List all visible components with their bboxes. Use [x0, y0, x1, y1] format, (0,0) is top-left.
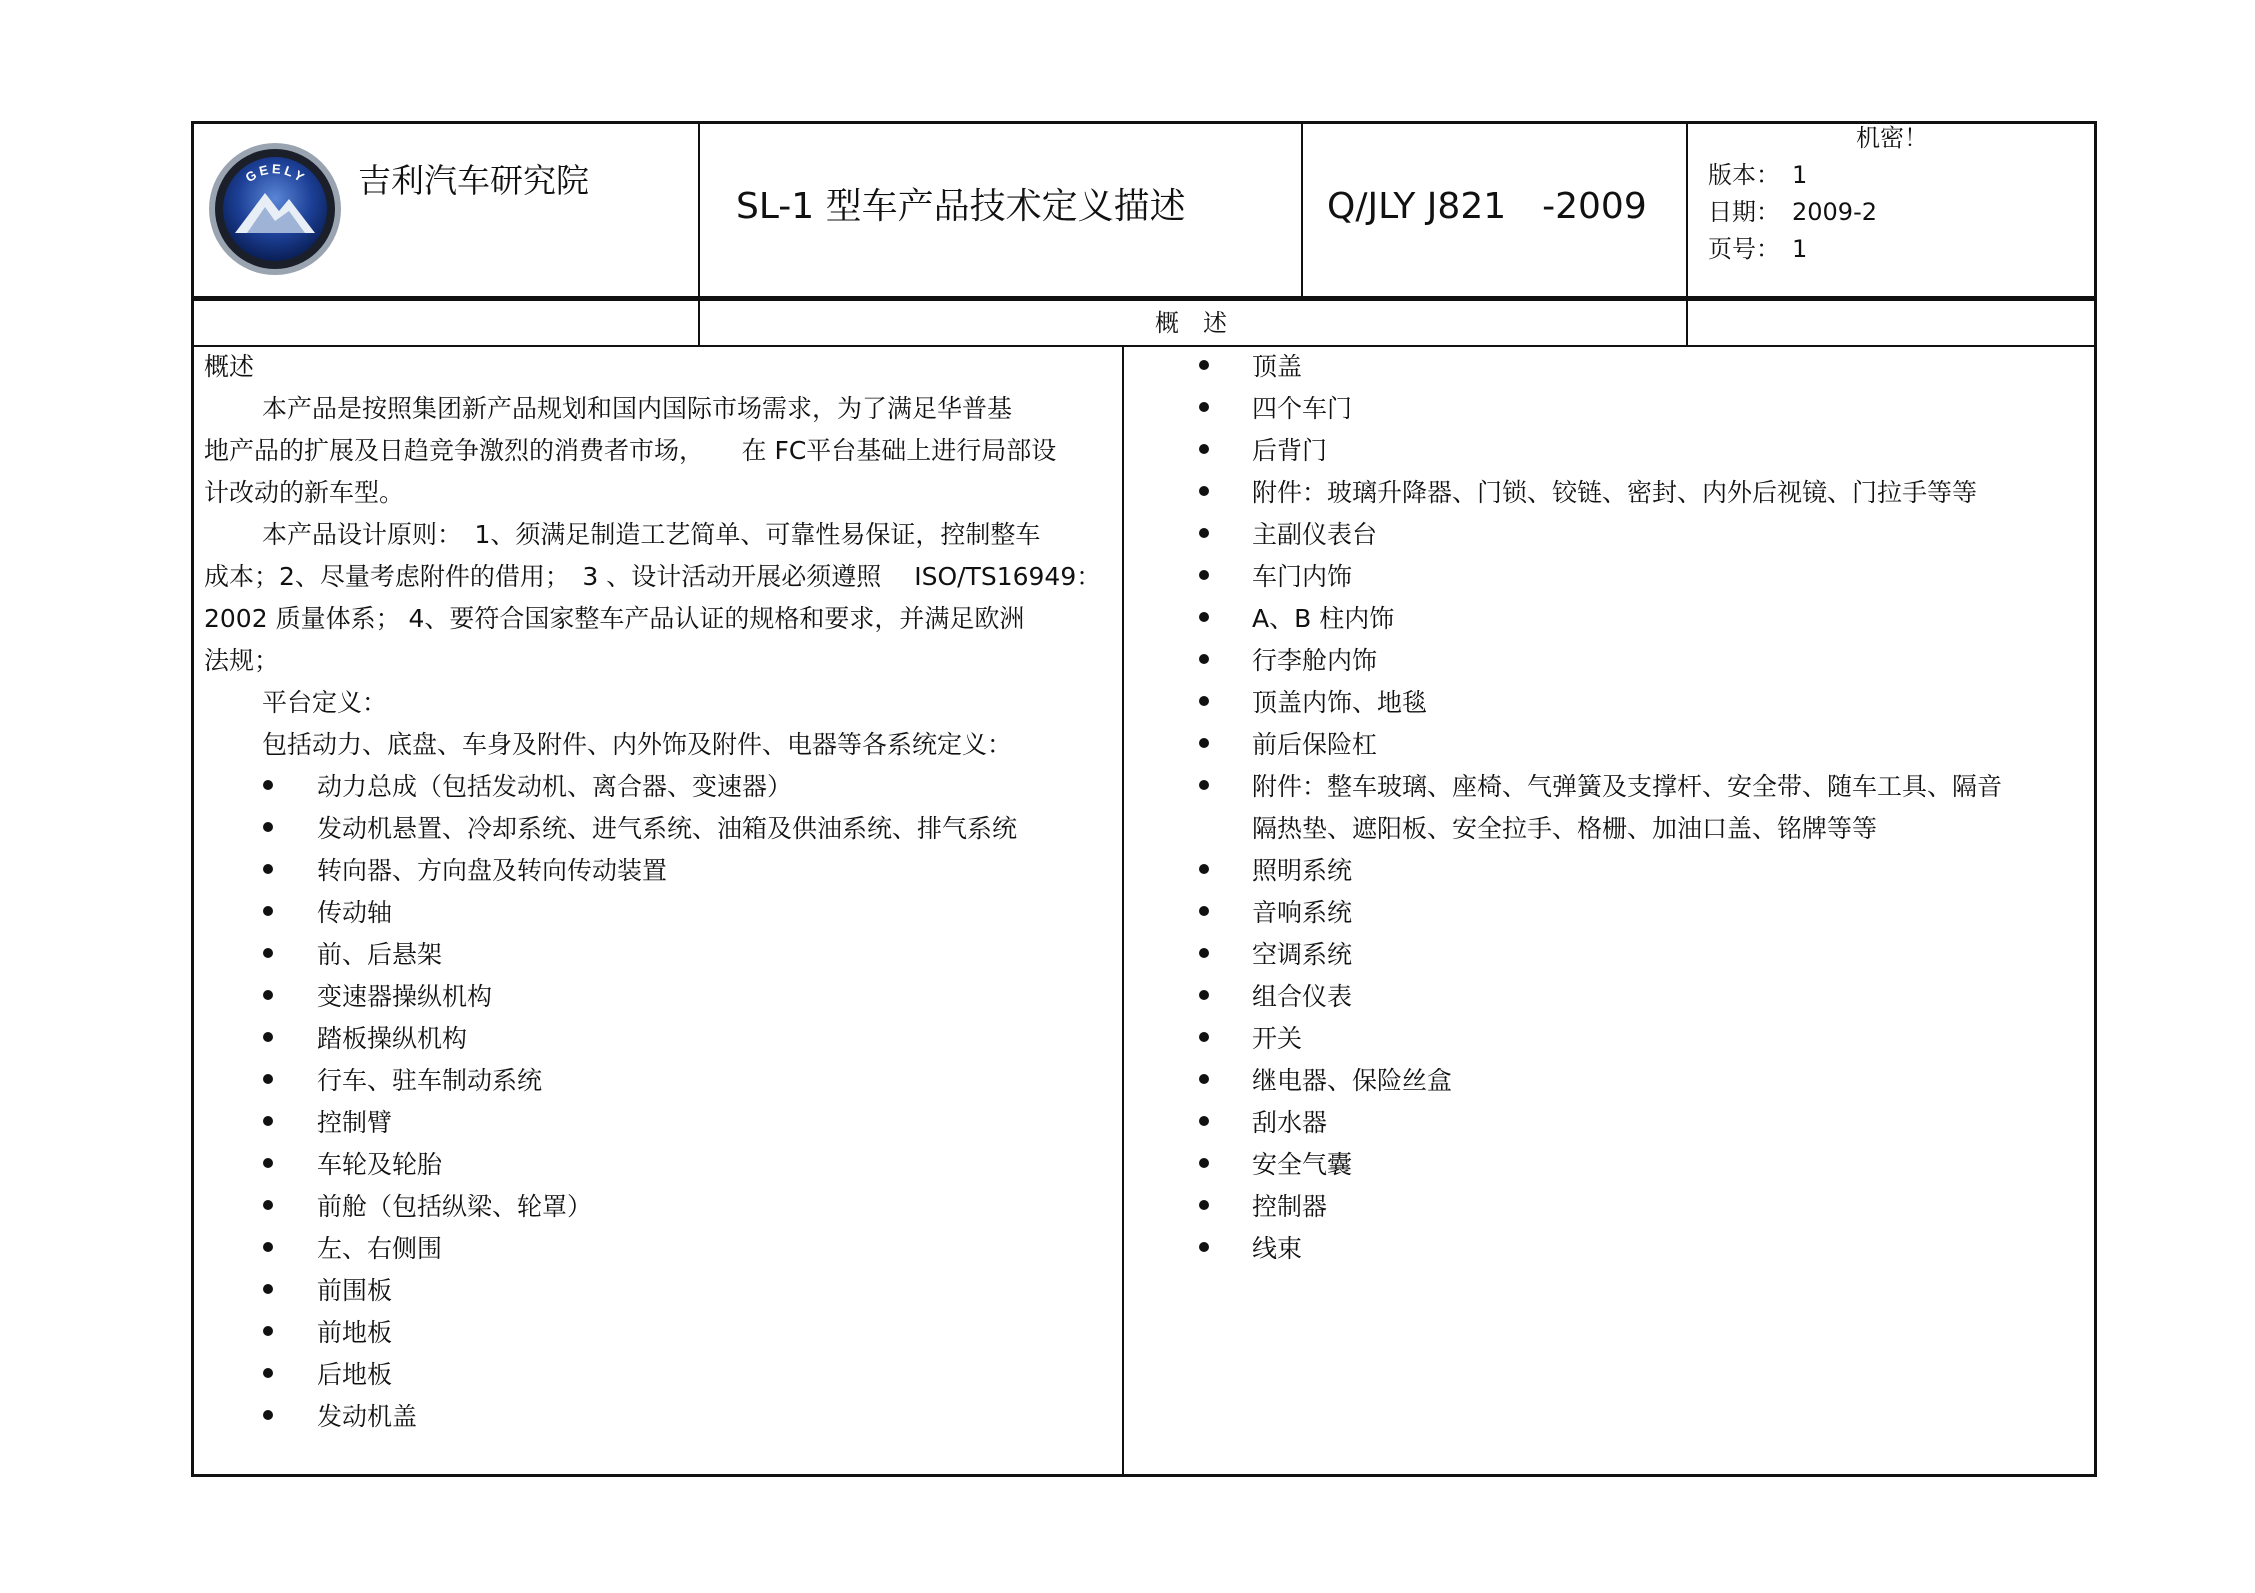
bullet-icon — [263, 1242, 273, 1252]
bullet-icon — [263, 948, 273, 958]
bullet-icon — [263, 822, 273, 832]
section-title: 概 述 — [1155, 309, 1227, 337]
header-divider — [191, 296, 2097, 301]
bullet-icon — [1199, 990, 1209, 1000]
left-list-item-text: 左、右侧围 — [317, 1234, 443, 1263]
left-list-item-text: 发动机悬置、冷却系统、进气系统、油箱及供油系统、排气系统 — [317, 814, 1018, 843]
left-list-item-text: 发动机盖 — [317, 1402, 418, 1431]
intro-line-2: 地产品的扩展及日趋竞争激烈的消费者市场， 在 FC平台基础上进行局部设 — [204, 436, 1057, 465]
left-list-item-text: 动力总成（包括发动机、离合器、变速器） — [317, 772, 793, 801]
bullet-icon — [1199, 906, 1209, 916]
principle-line-1: 本产品设计原则： 1、须满足制造工艺简单、可靠性易保证，控制整车 — [262, 520, 1041, 549]
principle-line-3: 2002 质量体系； 4、要符合国家整车产品认证的规格和要求，并满足欧洲 — [204, 604, 1025, 633]
bullet-icon — [1199, 738, 1209, 748]
right-list-item-text: 控制器 — [1252, 1192, 1328, 1221]
bullet-icon — [1199, 1200, 1209, 1210]
intro-line-1: 本产品是按照集团新产品规划和国内国际市场需求，为了满足华普基 — [262, 394, 1013, 423]
left-list-item-text: 前地板 — [317, 1318, 393, 1347]
principle-line-2: 成本；2、尽量考虑附件的借用； 3 、设计活动开展必须遵照 ISO/TS16949： — [204, 562, 1102, 591]
bullet-icon — [1199, 864, 1209, 874]
platform-desc: 包括动力、底盘、车身及附件、内外饰及附件、电器等各系统定义： — [262, 730, 1013, 759]
version-value: 1 — [1792, 161, 1808, 189]
bullet-icon — [1199, 1074, 1209, 1084]
right-list-item-text: 前后保险杠 — [1252, 730, 1378, 759]
left-list-item-text: 后地板 — [317, 1360, 393, 1389]
bullet-icon — [263, 990, 273, 1000]
bullet-icon — [263, 1326, 273, 1336]
bullet-icon — [263, 1410, 273, 1420]
bullet-icon — [263, 1032, 273, 1042]
left-list-item-text: 转向器、方向盘及转向传动装置 — [317, 856, 668, 885]
version-label: 版本： — [1708, 161, 1780, 189]
bullet-icon — [263, 1284, 273, 1294]
left-list-item-text: 行车、驻车制动系统 — [317, 1066, 543, 1095]
bullet-icon — [263, 780, 273, 790]
bullet-icon — [1199, 696, 1209, 706]
overview-heading: 概述 — [204, 352, 255, 381]
right-list-item-text: 开关 — [1252, 1024, 1303, 1053]
right-list-item-text: 四个车门 — [1252, 394, 1353, 423]
right-list-item-text: 后背门 — [1252, 436, 1328, 465]
section-divider — [191, 345, 2097, 347]
doc-code: Q/JLY J821 -2009 — [1327, 186, 1647, 227]
right-list-item-text: 刮水器 — [1252, 1108, 1328, 1137]
left-list-item-text: 变速器操纵机构 — [317, 982, 493, 1011]
right-list-item-text: 顶盖 — [1252, 352, 1303, 381]
bullet-icon — [1199, 402, 1209, 412]
bullet-icon — [263, 1368, 273, 1378]
right-list-item-text: 组合仪表 — [1252, 982, 1353, 1011]
confidential-label: 机密！ — [1856, 124, 1928, 152]
right-list-item-text: 线束 — [1252, 1234, 1303, 1263]
right-list-item-text: 附件：玻璃升降器、门锁、铰链、密封、内外后视镜、门拉手等等 — [1252, 478, 1978, 507]
bullet-icon — [1199, 612, 1209, 622]
bullet-icon — [1199, 1116, 1209, 1126]
bullet-icon — [263, 864, 273, 874]
right-list-item-text: 音响系统 — [1252, 898, 1353, 927]
geely-logo — [207, 141, 343, 277]
header-col-3-divider — [1686, 121, 1688, 347]
left-list-item-text: 前舱（包括纵梁、轮罩） — [317, 1192, 593, 1221]
bullet-icon — [1199, 1032, 1209, 1042]
body-column-divider — [1122, 345, 1124, 1477]
page-label: 页号： — [1708, 235, 1780, 263]
bullet-icon — [1199, 654, 1209, 664]
bullet-icon — [263, 1158, 273, 1168]
left-list-item-text: 控制臂 — [317, 1108, 393, 1137]
institute-name: 吉利汽车研究院 — [358, 161, 589, 200]
left-list-item-text: 踏板操纵机构 — [317, 1024, 468, 1053]
page-value: 1 — [1792, 235, 1808, 263]
right-list-item-text: 主副仪表台 — [1252, 520, 1378, 549]
bullet-icon — [1199, 1242, 1209, 1252]
bullet-icon — [263, 1116, 273, 1126]
header-col-2-divider — [1301, 121, 1303, 301]
bullet-icon — [1199, 1158, 1209, 1168]
right-list-continuation: 隔热垫、遮阳板、安全拉手、格栅、加油口盖、铭牌等等 — [1252, 814, 1878, 843]
header-col-1-divider — [698, 121, 700, 347]
bullet-icon — [263, 1074, 273, 1084]
left-list-item-text: 前、后悬架 — [317, 940, 443, 969]
date-value: 2009-2 — [1792, 198, 1878, 226]
bullet-icon — [1199, 360, 1209, 370]
left-list-item-text: 车轮及轮胎 — [317, 1150, 443, 1179]
date-label: 日期： — [1708, 198, 1780, 226]
right-list-item-text: 行李舱内饰 — [1252, 646, 1378, 675]
svg-text:GEELY: GEELY — [242, 161, 310, 187]
bullet-icon — [1199, 780, 1209, 790]
right-list-item-text: A、B 柱内饰 — [1252, 604, 1395, 633]
platform-label: 平台定义： — [262, 688, 388, 717]
doc-title: SL-1 型车产品技术定义描述 — [736, 186, 1186, 227]
bullet-icon — [263, 906, 273, 916]
right-list-item-text: 车门内饰 — [1252, 562, 1353, 591]
bullet-icon — [1199, 444, 1209, 454]
intro-line-3: 计改动的新车型。 — [204, 478, 405, 507]
bullet-icon — [1199, 486, 1209, 496]
left-list-item-text: 传动轴 — [317, 898, 393, 927]
principle-line-4: 法规； — [204, 646, 280, 675]
bullet-icon — [1199, 528, 1209, 538]
right-list-item-text: 附件：整车玻璃、座椅、气弹簧及支撑杆、安全带、随车工具、隔音 — [1252, 772, 2003, 801]
bullet-icon — [1199, 570, 1209, 580]
right-list-item-text: 顶盖内饰、地毯 — [1252, 688, 1428, 717]
right-list-item-text: 空调系统 — [1252, 940, 1353, 969]
bullet-icon — [1199, 948, 1209, 958]
left-list-item-text: 前围板 — [317, 1276, 393, 1305]
right-list-item-text: 安全气囊 — [1252, 1150, 1353, 1179]
right-list-item-text: 照明系统 — [1252, 856, 1353, 885]
right-list-item-text: 继电器、保险丝盒 — [1252, 1066, 1453, 1095]
bullet-icon — [263, 1200, 273, 1210]
